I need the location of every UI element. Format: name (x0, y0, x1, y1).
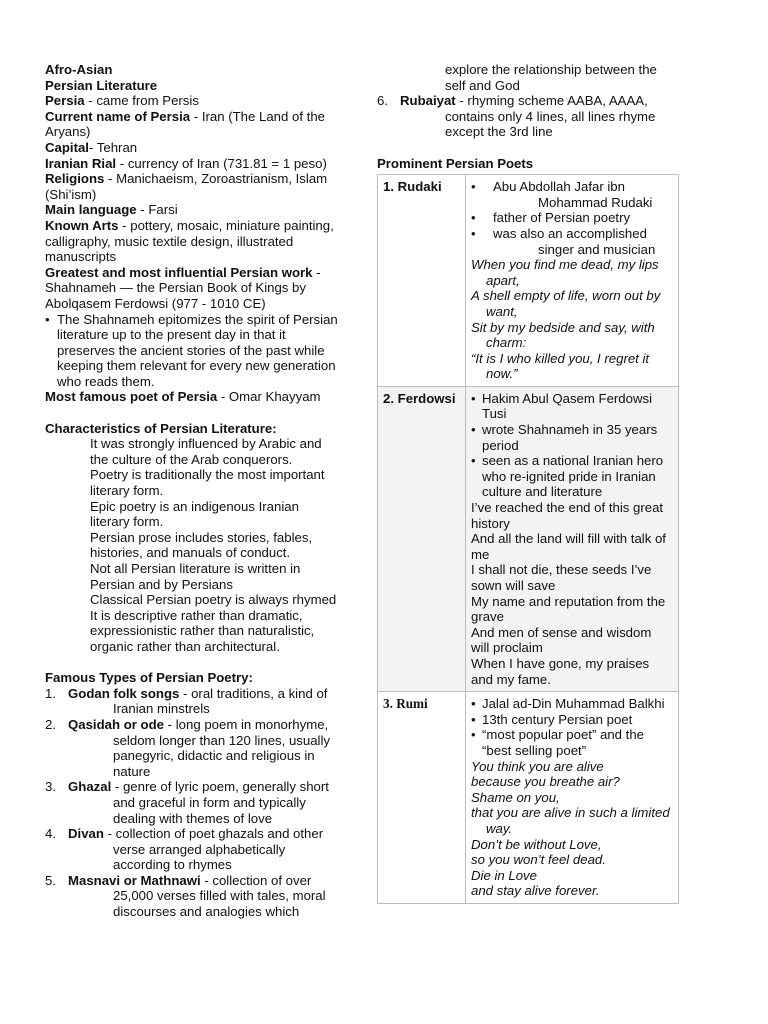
fact-item: Known Arts - pottery, mosaic, miniature painting, calligraphy, music textile design, illustrated manuscripts (45, 217, 334, 265)
fact-item: Persia - came from Persis (45, 93, 199, 109)
poem-line: Don’t be without Love, (471, 836, 602, 852)
poem-line: I’ve reached the end of this great history (471, 500, 664, 531)
poet-details (466, 692, 679, 904)
bullet-icon: • (471, 696, 476, 712)
fact-item: Religions - Manichaeism, Zoroastrianism, Islam (Shi’ism) (45, 171, 328, 202)
table-row (378, 692, 679, 904)
list-item: Epic poetry is an indigenous Iranian literary form. (90, 498, 299, 530)
table-row (378, 175, 679, 387)
list-item: • “most popular poet” and the “best selling poet” (471, 727, 645, 758)
poem-line: Shame on you, (471, 789, 560, 805)
bullet-icon: • (471, 225, 476, 241)
bullet-icon: • (471, 453, 476, 469)
bullet-icon: • (471, 711, 476, 727)
poem-line: You think you are alive (471, 758, 604, 774)
characteristics-list (45, 436, 341, 654)
fact-item: Greatest and most influential Persian work - Shahnameh — the Persian Book of Kings by Abolqasem Ferdowsi (977 - 1010 CE) (45, 264, 321, 311)
list-item: • Jalal ad-Din Muhammad Balkhi (471, 696, 665, 712)
list-item: Classical Persian poetry is always rhymed (90, 592, 337, 608)
poem-line: Sit by my bedside and say, with charm: (471, 319, 655, 351)
shahnameh-bullet: • The Shahnameh epitomizes the spirit of Persian literature up to the present day in that it preserves the ancient stories of the past while keeping them relevant for every new generation who reads them. (45, 311, 338, 389)
table-row (378, 386, 679, 691)
list-item: • Abu Abdollah Jafar ibn Mohammad Rudaki (471, 179, 653, 210)
fact-item: Capital- Tehran (45, 139, 138, 155)
list-item: It was strongly influenced by Arabic and the culture of the Arab conquerors. (90, 436, 322, 467)
list-item: • wrote Shahnameh in 35 years period (471, 422, 658, 453)
doc-title: Afro-Asian (45, 62, 113, 77)
bullet-icon: • (45, 311, 50, 327)
poets-heading: Prominent Persian Poets (377, 155, 534, 171)
famous-poet: Most famous poet of Persia - Omar Khayyam (45, 389, 321, 405)
fact-item: Main language - Farsi (45, 202, 178, 218)
list-item: 6. Rubaiyat - rhyming scheme AABA, AAAA, contains only 4 lines, all lines rhyme except the 3rd line (377, 93, 656, 140)
list-item: 5. Masnavi or Mathnawi - collection of over 25,000 verses filled with tales, moral discourses and analogies which (45, 872, 326, 920)
poem-line: because you breathe air? (471, 774, 620, 790)
right-column (377, 62, 679, 904)
poem-line: so you won’t feel dead. (471, 852, 606, 868)
poem-line: Die in Love (471, 867, 537, 883)
types-heading: Famous Types of Persian Poetry: (45, 670, 253, 686)
list-item: 1. Godan folk songs - oral traditions, a kind of Iranian minstrels (45, 685, 328, 717)
doc-subtitle: Persian Literature (45, 77, 158, 93)
list-item: Not all Persian literature is written in Persian and by Persians (90, 561, 301, 592)
poets-table (377, 174, 679, 904)
list-item: • seen as a national Iranian hero who re-ignited pride in Iranian culture and literature (471, 453, 664, 500)
list-item: • was also an accomplished singer and musician (471, 225, 656, 257)
list-item: It is descriptive rather than dramatic, expressionistic rather than naturalistic, organic rather than architectural. (90, 607, 315, 654)
list-item: 4. Divan - collection of poet ghazals and other verse arranged alphabetically according to rhymes (45, 826, 324, 873)
poem-line: When you find me dead, my lips apart, (471, 257, 659, 288)
masnavi-continuation: explore the relationship between the self and God (445, 62, 657, 93)
list-item: • 13th century Persian poet (471, 711, 633, 727)
poet-name: 1. Rudaki (378, 175, 466, 387)
list-item: • Hakim Abul Qasem Ferdowsi Tusi (471, 390, 653, 422)
list-item: 3. Ghazal - genre of lyric poem, generally short and graceful in form and typically dealing with themes of love (45, 779, 329, 826)
poem-line: I shall not die, these seeds I’ve sown will save (471, 562, 652, 593)
bullet-icon: • (471, 727, 476, 743)
types-list (45, 686, 341, 920)
poem-line: “It is I who killed you, I regret it now.” (471, 350, 650, 382)
poem-line: And all the land will fill with talk of me (471, 531, 666, 562)
bullet-icon: • (471, 390, 476, 406)
poem-line: My name and reputation from the grave (471, 593, 666, 625)
poem-line: When I have gone, my praises and my fame. (471, 655, 650, 687)
poem-line: that you are alive in such a limited way. (471, 805, 670, 836)
fact-list (45, 93, 341, 311)
bullet-icon: • (471, 422, 476, 438)
list-item: Persian prose includes stories, fables, histories, and manuals of conduct. (90, 529, 313, 561)
fact-item: Iranian Rial - currency of Iran (731.81 = 1 peso) (45, 155, 327, 171)
poet-name: 3. Rumi (378, 692, 466, 904)
poet-details (466, 175, 679, 387)
list-item: • father of Persian poetry (471, 210, 631, 226)
list-item: 2. Qasidah or ode - long poem in monorhyme, seldom longer than 120 lines, usually panegyric, didactic and religious in nature (45, 716, 330, 779)
poem-line: and stay alive forever. (471, 883, 600, 899)
bullet-icon: • (471, 210, 476, 226)
characteristics-heading: Characteristics of Persian Literature: (45, 420, 277, 436)
fact-item: Current name of Persia - Iran (The Land of the Aryans) (45, 108, 325, 140)
poet-name: 2. Ferdowsi (378, 386, 466, 691)
poem-line: And men of sense and wisdom will proclaim (471, 624, 652, 656)
list-item: Poetry is traditionally the most important literary form. (90, 467, 325, 499)
poet-details (466, 386, 679, 691)
poem-line: A shell empty of life, worn out by want, (471, 288, 661, 319)
bullet-icon: • (471, 179, 476, 195)
left-column (45, 62, 341, 920)
